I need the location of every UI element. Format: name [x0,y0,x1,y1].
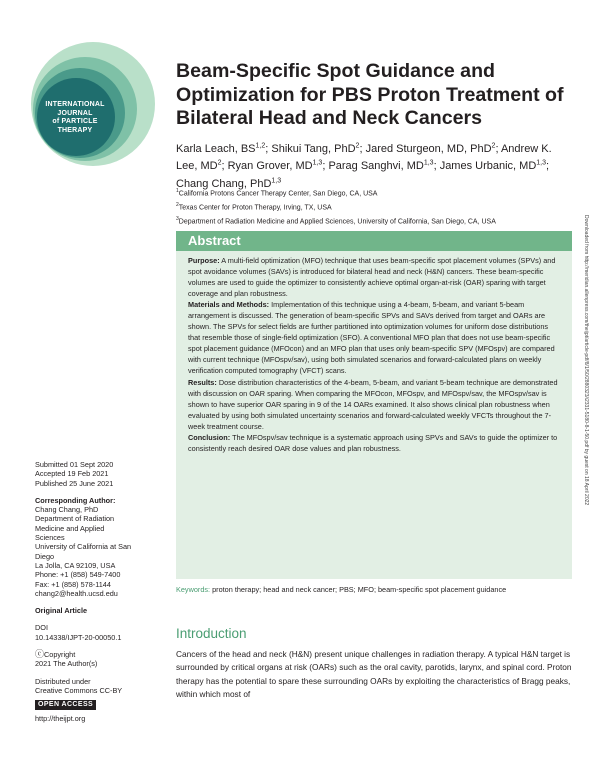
abstract-section-label: Conclusion: [188,432,231,442]
affiliation-list [176,186,576,228]
published-date: Published 25 June 2021 [35,478,114,488]
article-info-sidebar [35,460,165,724]
abstract-body [176,251,572,454]
introduction-heading: Introduction [176,626,247,641]
author-list [176,139,572,191]
author: Karla Leach, BS$^{1,2}$; [176,142,272,155]
abstract-box [176,231,572,579]
keywords-label: Keywords: [176,585,211,594]
abstract-section-label: Purpose: [188,256,220,265]
journal-logo-line: THERAPY [57,126,93,134]
doi-label: DOI [35,623,48,633]
doi-link[interactable]: 10.14338/IJPT-20-00050.1 [35,632,122,642]
corresponding-author-line: Fax: +1 (858) 578-1144 [35,579,111,589]
journal-logo-line: JOURNAL [57,109,93,117]
corresponding-author-email[interactable]: chang2@health.ucsd.edu [35,588,118,598]
abstract-section-text: The MFOspv/sav technique is a systematic approach using SPVs and SAVs to guide the optimizer to consistently reach desired OAR dose values and plan robustness. [188,432,558,453]
article-title: Beam-Specific Spot Guidance and Optimization for PBS Proton Treatment of Bilateral Head and Neck Cancers [176,60,564,129]
open-access-badge: OPEN ACCESS [35,700,96,710]
copyright-line [35,650,165,659]
affiliation: $^1$California Protons Cancer Therapy Center, San Diego, CA, USA [176,188,378,198]
download-note: Downloaded from http://meridian.allenpress.com/theijpt/article-pdf/8/1/50/2880323/i2331-5180-8-1-50.pdf by guest on 18 April 2022 [583,215,589,506]
abstract-section [188,377,560,432]
abstract-section-text: Dose distribution characteristics of the 4-beam, 5-beam, and variant 5-beam technique are demonstrated with discussion on OAR sparing. When comparing the MFOcon, MFOspv, and MFOspv/sav, the MFOspv/sav is shown to have superior OAR sparing in 9 of the 14 OARs examined. It also shows clinical plan robustness when evaluated by using both simulated uncertainty scenarios and forward-calculated weekly VFCTs throughout the 7-week treatment course. [188,377,558,431]
abstract-section-label: Materials and Methods: [188,300,270,310]
abstract-section-label: Results: [188,377,217,387]
corresponding-author-line: Phone: +1 (858) 549-7400 [35,570,121,580]
copyright-label: Copyright [44,650,76,660]
abstract-section-text: Implementation of this technique using a 4-beam, 5-beam, and variant 5-beam arrangement is discussed. The generation of beam-specific SPVs and SAVs derived from target and OARs are shown. The SPVs for select fields are further partitioned into optimization volumes for uniform dose distributions that resemble those of single-field optimization (SFO). A conventional MFO plan that does not use beam-specific spot placement guidance (MFOcon) and an MFO plan that uses only beam-specific SPV (MFOspv) are compared with current technique (MFOspv/sav), using both simulated scenarios and forward-calculated plans on weekly verification computed tomography (VFCT) scans. [188,300,555,376]
author: Andrew K. Lee, $MD^2$; [176,142,552,173]
accepted-date: Accepted 19 Feb 2021 [35,469,109,479]
affiliation: $^3$Department of Radiation Medicine and Applied Sciences, University of California, San Diego, CA, USA [176,216,496,226]
journal-logo-line: of PARTICLE [52,118,98,126]
author: Chang Chang, PhD$^{1,3}$ [176,176,282,190]
corresponding-author-line: Medicine and Applied [35,523,105,533]
open-access-row [35,699,165,710]
keywords-text: proton therapy; head and neck cancer; PBS; MFO; beam-specific spot placement guidance [210,585,507,594]
journal-url-link[interactable]: http://theijpt.org [35,714,86,724]
abstract-section [188,432,560,454]
abstract-section-text: A multi-field optimization (MFO) technique that uses beam-specific spot placement volumes (SPVs) and spot avoidance volumes (SAVs) is introduced for bilateral head and neck (H&N) cancers. These beam-specific volumes are used to guide the optimizer to consistently achieve optimal organ-at-risk (OAR) sparing with target coverage and plan robustness. [188,256,556,299]
license-line: Distributed under [35,676,91,686]
article-type: Original Article [35,606,88,616]
introduction-body [176,648,572,702]
corresponding-author-line: Department of Radiation [35,514,115,524]
corresponding-author-label: Corresponding Author: [35,495,116,505]
corresponding-author-line: Chang Chang, PhD [35,505,99,515]
author: Jared Sturgeon, MD, PhD$^2$; [365,142,501,155]
corresponding-author-line: University of California at San [35,542,132,552]
journal-logo [30,41,156,167]
license-link[interactable]: Creative Commons CC-BY [35,685,123,695]
submitted-date: Submitted 01 Sept 2020 [35,460,114,469]
corresponding-author-line: La Jolla, CA 92109, USA [35,560,116,570]
copyright-text: 2021 The Author(s) [35,659,98,669]
introduction-paragraph: Cancers of the head and neck (H&N) present unique challenges in radiation therapy. A typical H&N target is surrounded by critical organs at risk (OARs) such as the oral cavity, parotids, larynx, and spinal cord. Proton therapy has the potential to spare these surrounding OARs by exploiting the characteristics of Bragg peaks, within which most of [176,649,572,700]
journal-logo-line: INTERNATIONAL [45,101,105,108]
journal-logo-text [30,101,120,135]
abstract-section [188,299,560,376]
abstract-section [188,255,560,299]
copyright-icon: ⓒ [35,649,45,660]
corresponding-author-line: Diego [35,551,55,561]
keywords [176,584,572,595]
corresponding-author-line: Sciences [35,533,65,543]
author: Ryan Grover, MD$^{1,3}$; [227,159,329,173]
author: James Urbanic, MD$^{1,3}$; [439,159,550,173]
author: Parag Sanghvi, MD$^{1,3}$; [328,159,440,173]
abstract-heading: Abstract [176,231,572,251]
affiliation: $^2$Texas Center for Proton Therapy, Irving, TX, USA [176,202,332,212]
author: Shikui Tang, PhD$^2$; [271,142,366,155]
